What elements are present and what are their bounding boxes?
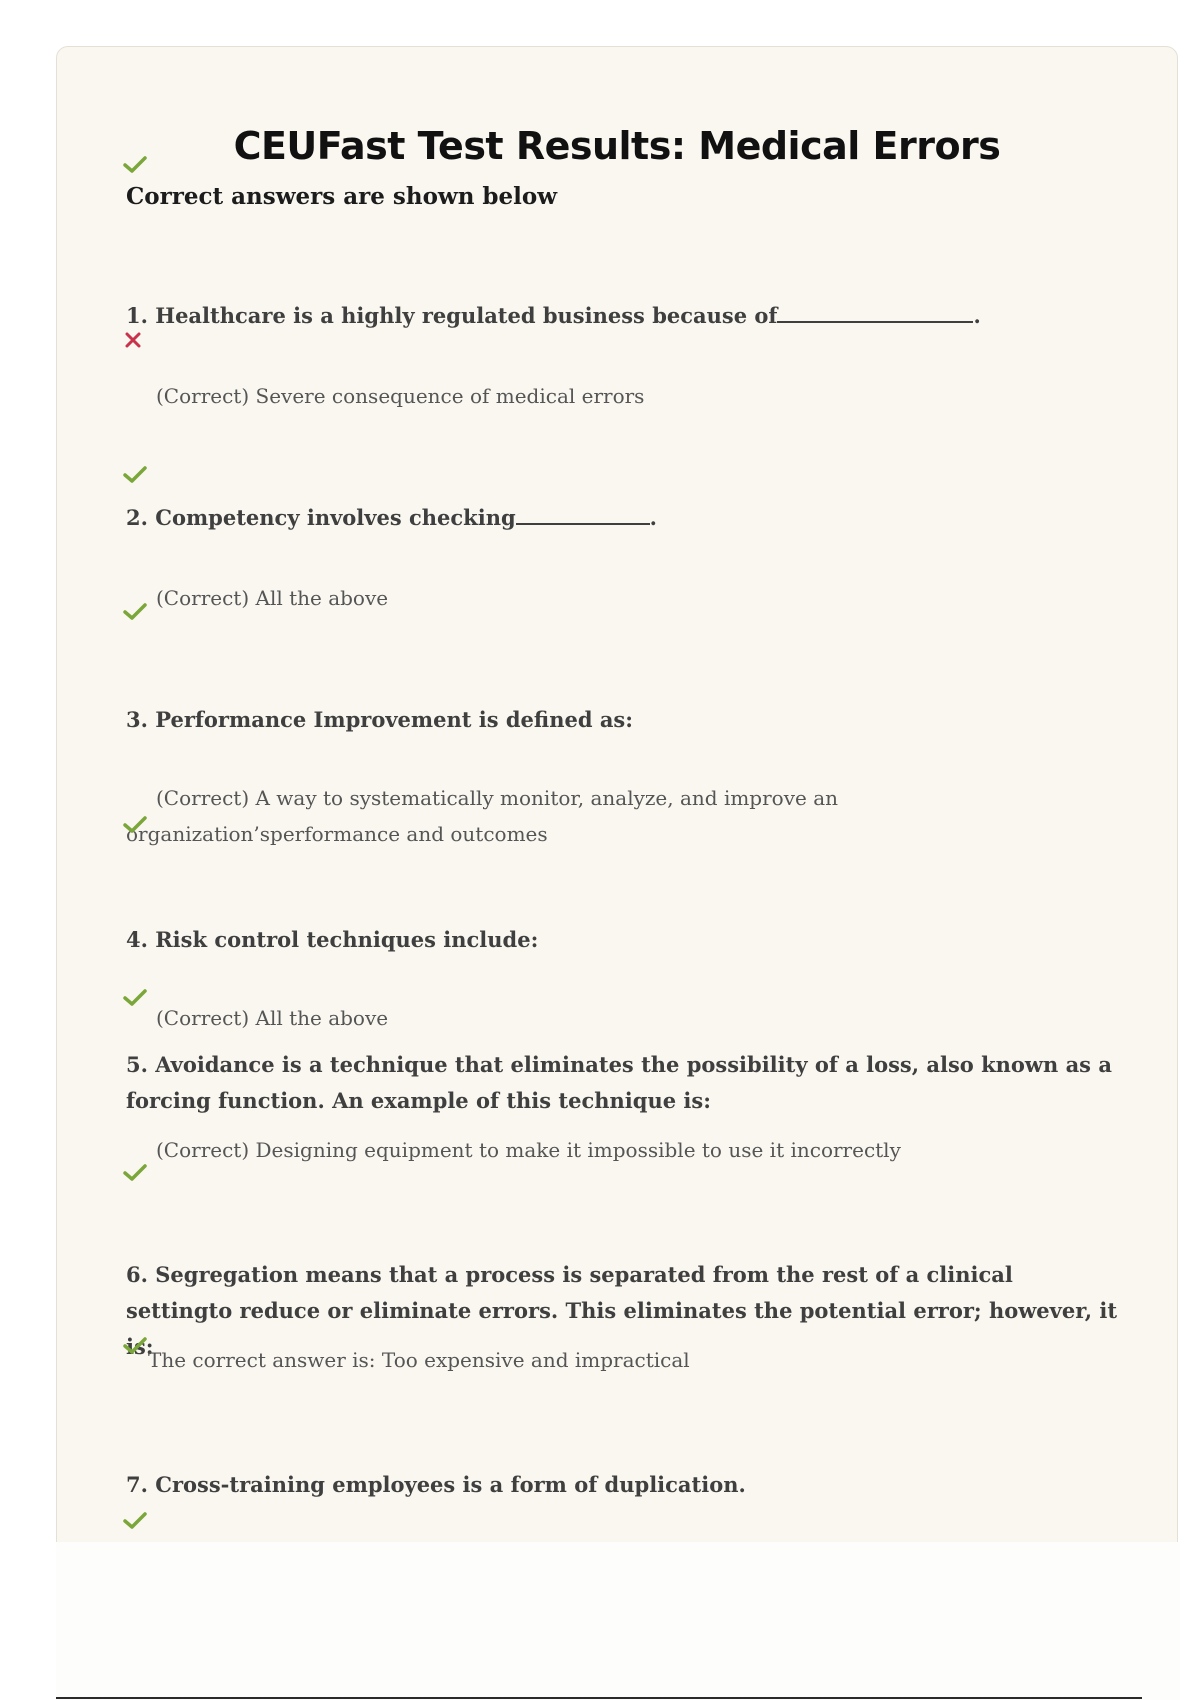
cross-icon xyxy=(122,330,148,352)
question-text-2: 2. Competency involves checking . xyxy=(126,500,1126,536)
page-divider xyxy=(56,1697,1142,1699)
answer-text-4: (Correct) All the above xyxy=(156,1006,389,1030)
answer-text-6: The correct answer is: Too expensive and impractical xyxy=(148,1348,690,1372)
answer-text-3: (Correct) A way to systematically monitor, analyze, and improve an organization’sperformance and outcomes xyxy=(126,786,839,846)
check-icon xyxy=(122,1162,148,1184)
answer-text-5: (Correct) Designing equipment to make it impossible to use it incorrectly xyxy=(156,1138,901,1162)
page-fade-overlay xyxy=(56,1542,1180,1700)
check-icon xyxy=(122,1335,148,1357)
check-icon xyxy=(122,464,148,486)
answer-text-2: (Correct) All the above xyxy=(156,586,389,610)
answer-blank xyxy=(516,501,650,525)
question-text-3: 3. Performance Improvement is defined as: xyxy=(126,707,633,732)
question-text-4: 4. Risk control techniques include: xyxy=(126,927,539,952)
check-icon xyxy=(122,814,148,836)
page-title: CEUFast Test Results: Medical Errors xyxy=(233,124,1001,168)
answer-text-1: (Correct) Severe consequence of medical errors xyxy=(156,384,645,408)
check-icon xyxy=(122,987,148,1009)
question-text-7: 7. Cross-training employees is a form of duplication. xyxy=(126,1472,746,1497)
check-icon xyxy=(122,601,148,623)
question-text-1: 1. Healthcare is a highly regulated business because of . xyxy=(126,298,1126,334)
check-icon xyxy=(122,154,148,176)
answer-blank xyxy=(777,299,973,323)
question-text-5: 5. Avoidance is a technique that eliminates the possibility of a loss, also known as a forcing function. An example of this technique is: xyxy=(126,1052,1112,1113)
question-text-6: 6. Segregation means that a process is separated from the rest of a clinical settingto reduce or eliminate errors. This eliminates the potential error; however, it is: xyxy=(126,1262,1118,1359)
check-icon xyxy=(122,1510,148,1532)
page-subtitle: Correct answers are shown below xyxy=(126,183,558,210)
